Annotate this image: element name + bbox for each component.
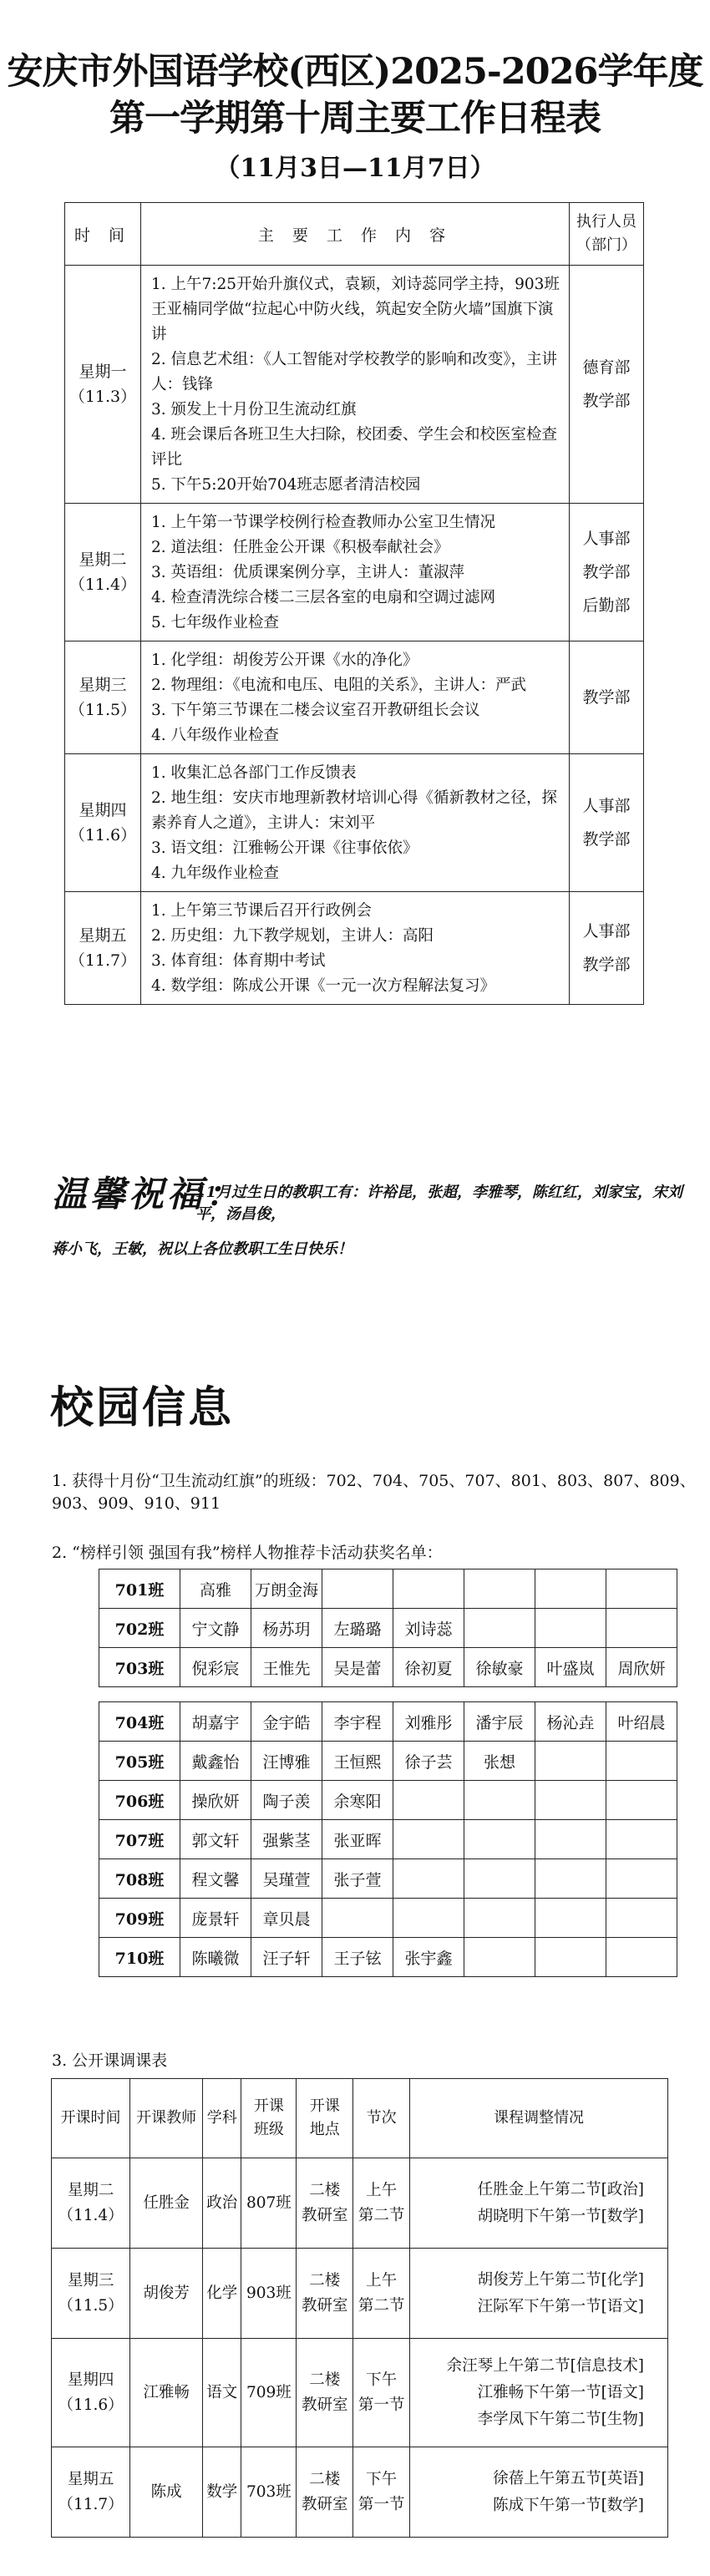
lesson-class: 903班 xyxy=(241,2249,297,2339)
lesson-adjustment-line: 胡晓明下午第一节[数学] xyxy=(477,2207,644,2225)
lesson-adjustment-line: 徐蓓上午第五节[英语] xyxy=(493,2469,644,2487)
task-item: 2. 地生组：安庆市地理新教材培训心得《循新教材之径，探素养育人之道》，主讲人：宋刘平 xyxy=(151,789,558,832)
student-name xyxy=(606,1569,677,1609)
task-item: 4. 检查清洗综合楼二三层各室的电扇和空调过滤网 xyxy=(151,589,496,606)
lesson-time-line: （11.7） xyxy=(58,2495,124,2513)
student-name: 刘诗蕊 xyxy=(393,1609,464,1648)
student-name: 操欣妍 xyxy=(180,1781,251,1820)
lesson-adjustment-line: 胡俊芳上午第二节[化学] xyxy=(477,2270,644,2289)
student-name: 强紫茎 xyxy=(251,1820,322,1859)
lesson-header-cell xyxy=(410,2079,668,2158)
student-name: 徐初夏 xyxy=(393,1648,464,1687)
lesson-time xyxy=(52,2339,130,2447)
student-name xyxy=(606,1820,677,1859)
lesson-time-line: （11.6） xyxy=(58,2396,124,2414)
student-name: 庞景轩 xyxy=(180,1899,251,1938)
task-item: 4. 八年级作业检查 xyxy=(151,727,280,744)
student-name: 宁文静 xyxy=(180,1609,251,1648)
lesson-period xyxy=(353,2158,410,2249)
task-item: 5. 下午5:20开始704班志愿者清洁校园 xyxy=(151,476,421,494)
class-name: 701班 xyxy=(99,1569,180,1609)
lesson-subject: 语文 xyxy=(203,2339,241,2447)
student-name xyxy=(393,1781,464,1820)
tasks-cell xyxy=(141,504,570,641)
lesson-period-line: 第一节 xyxy=(358,2495,405,2513)
day-name: 星期二 xyxy=(79,550,127,569)
dept-cell xyxy=(570,266,644,504)
student-name: 张亚晖 xyxy=(322,1820,393,1859)
lesson-header-text: 开课 xyxy=(309,2097,340,2115)
lesson-period-line: 上午 xyxy=(366,2271,398,2289)
day-date: （11.3） xyxy=(68,388,137,406)
title-line-1: 安庆市外国语学校(西区)2025-2026学年度 xyxy=(7,51,703,93)
task-item: 4. 数学组：陈成公开课《一元一次方程解法复习》 xyxy=(151,977,496,995)
task-item: 2. 物理组：《电流和电压、电阻的关系》，主讲人：严武 xyxy=(151,677,527,694)
student-name xyxy=(606,1742,677,1781)
student-name: 陈曦微 xyxy=(180,1938,251,1977)
dept-name: 人事部 xyxy=(582,797,631,815)
schedule-row xyxy=(65,754,644,892)
student-name: 万朗金海 xyxy=(251,1569,322,1609)
lesson-adjustment-line: 余汪琴上午第二节[信息技术] xyxy=(446,2356,644,2375)
task-item: 3. 下午第三节课在二楼会议室召开教研组长会议 xyxy=(151,702,480,719)
lesson-class: 807班 xyxy=(241,2158,297,2249)
lesson-period-line: 第二节 xyxy=(358,2206,405,2224)
class-name: 702班 xyxy=(99,1609,180,1648)
class-name: 704班 xyxy=(99,1702,180,1742)
student-name: 李宇程 xyxy=(322,1702,393,1742)
lesson-swap-table xyxy=(51,2078,668,2538)
lesson-header-text: 开课时间 xyxy=(60,2109,121,2127)
lesson-adjustment xyxy=(410,2249,668,2339)
header-exec-line: 执行人员 xyxy=(576,213,636,231)
lesson-adjustment-line: 汪际军下午第一节[语文] xyxy=(477,2297,644,2315)
day-name: 星期三 xyxy=(79,676,127,694)
tasks-cell xyxy=(141,266,570,504)
lesson-place-line: 二楼 xyxy=(309,2470,341,2488)
task-item: 1. 收集汇总各部门工作反馈表 xyxy=(151,764,357,782)
birthday-wishes-title: 温馨祝福： xyxy=(52,1174,245,1214)
award-row xyxy=(99,1742,677,1781)
lesson-header-text: 学科 xyxy=(206,2109,237,2127)
day-cell xyxy=(65,504,141,641)
task-item: 1. 化学组：胡俊芳公开课《水的净化》 xyxy=(151,652,418,669)
header-exec-line: （部门） xyxy=(576,236,636,254)
class-name: 706班 xyxy=(99,1781,180,1820)
day-date: （11.7） xyxy=(68,951,137,970)
day-cell xyxy=(65,266,141,504)
lesson-teacher: 任胜金 xyxy=(130,2158,203,2249)
student-name: 叶盛岚 xyxy=(535,1648,606,1687)
award-row xyxy=(99,1781,677,1820)
lesson-place xyxy=(297,2249,353,2339)
lesson-period-line: 第二节 xyxy=(358,2296,405,2315)
award-row xyxy=(99,1938,677,1977)
student-name xyxy=(535,1742,606,1781)
student-name xyxy=(464,1569,535,1609)
lesson-adjustment xyxy=(410,2339,668,2447)
award-table-grade7-b xyxy=(99,1701,677,1977)
lesson-header-cell xyxy=(203,2079,241,2158)
header-exec xyxy=(570,203,644,266)
lesson-subject: 政治 xyxy=(203,2158,241,2249)
lesson-adjustment-line: 江雅畅下午第一节[语文] xyxy=(477,2383,644,2401)
award-row xyxy=(99,1648,677,1687)
tasks-cell xyxy=(141,892,570,1005)
dept-name: 人事部 xyxy=(582,922,631,941)
schedule-row xyxy=(65,892,644,1005)
student-name: 倪彩宸 xyxy=(180,1648,251,1687)
student-name: 郭文轩 xyxy=(180,1820,251,1859)
student-name: 陶子羡 xyxy=(251,1781,322,1820)
lesson-place-line: 教研室 xyxy=(302,2206,348,2224)
student-name xyxy=(393,1859,464,1899)
student-name: 余寒阳 xyxy=(322,1781,393,1820)
student-name: 章贝晨 xyxy=(251,1899,322,1938)
lesson-subject: 数学 xyxy=(203,2447,241,2538)
day-date: （11.4） xyxy=(68,576,137,594)
lesson-class: 703班 xyxy=(241,2447,297,2538)
class-name: 710班 xyxy=(99,1938,180,1977)
student-name: 周欣妍 xyxy=(606,1648,677,1687)
student-name: 徐子芸 xyxy=(393,1742,464,1781)
student-name xyxy=(322,1899,393,1938)
student-name xyxy=(464,1609,535,1648)
class-name: 709班 xyxy=(99,1899,180,1938)
student-name: 汪子轩 xyxy=(251,1938,322,1977)
student-name: 王子铉 xyxy=(322,1938,393,1977)
lesson-teacher: 胡俊芳 xyxy=(130,2249,203,2339)
student-name xyxy=(393,1820,464,1859)
student-name: 叶绍晨 xyxy=(606,1702,677,1742)
task-item: 5. 七年级作业检查 xyxy=(151,614,280,631)
student-name xyxy=(606,1938,677,1977)
student-name: 程文馨 xyxy=(180,1859,251,1899)
lesson-adjustment-line: 李学凤下午第二节[生物] xyxy=(477,2410,644,2428)
task-item: 2. 信息艺术组：《人工智能对学校教学的影响和改变》，主讲人：钱锋 xyxy=(151,351,558,393)
student-name: 戴鑫怡 xyxy=(180,1742,251,1781)
hygiene-flag-note: 1. 获得十月份“卫生流动红旗”的班级：702、704、705、707、801、803、807、809、903、909、910、911 xyxy=(52,1472,696,1513)
student-name xyxy=(464,1938,535,1977)
header-content: 主 要 工 作 内 容 xyxy=(141,203,570,266)
lesson-adjustment-line: 陈成下午第一节[数学] xyxy=(493,2496,644,2514)
lesson-place xyxy=(297,2447,353,2538)
lesson-header-cell xyxy=(130,2079,203,2158)
task-item: 3. 体育组：体育期中考试 xyxy=(151,952,326,970)
student-name xyxy=(606,1899,677,1938)
student-name xyxy=(535,1820,606,1859)
student-name xyxy=(535,1781,606,1820)
student-name: 王惟先 xyxy=(251,1648,322,1687)
lesson-time xyxy=(52,2158,130,2249)
weekly-schedule-table xyxy=(64,202,644,1005)
student-name: 金宇皓 xyxy=(251,1702,322,1742)
award-row xyxy=(99,1859,677,1899)
lesson-adjustment xyxy=(410,2158,668,2249)
lesson-place-line: 二楼 xyxy=(309,2271,341,2289)
birthday-wishes-line: 11月过生日的教职工有：许裕昆，张超，李雅琴，陈红红，刘家宝，宋刘平，汤昌俊， xyxy=(195,1184,683,1223)
task-item: 1. 上午7:25开始升旗仪式，袁颖，刘诗蕊同学主持，903班王亚楠同学做“拉起心中防火线，筑起安全防火墙”国旗下演讲 xyxy=(151,276,560,343)
student-name: 杨苏玥 xyxy=(251,1609,322,1648)
student-name xyxy=(606,1609,677,1648)
schedule-header-row xyxy=(65,203,644,266)
dept-cell xyxy=(570,754,644,892)
schedule-row xyxy=(65,641,644,754)
lesson-header-cell xyxy=(52,2079,130,2158)
student-name: 杨沁垚 xyxy=(535,1702,606,1742)
day-date: （11.6） xyxy=(68,826,137,844)
lesson-period xyxy=(353,2339,410,2447)
dept-name: 人事部 xyxy=(582,530,631,548)
student-name xyxy=(606,1859,677,1899)
class-name: 703班 xyxy=(99,1648,180,1687)
student-name: 吴瑾萱 xyxy=(251,1859,322,1899)
task-item: 3. 英语组：优质课案例分享，主讲人：董淑萍 xyxy=(151,564,465,581)
dept-name: 教学部 xyxy=(582,688,631,707)
tasks-cell xyxy=(141,754,570,892)
student-name: 刘雅彤 xyxy=(393,1702,464,1742)
title-line-2: 第一学期第十周主要工作日程表 xyxy=(109,98,601,139)
lesson-swap-note: 3. 公开课调课表 xyxy=(52,2051,168,2070)
lesson-time-line: （11.5） xyxy=(58,2296,124,2315)
student-name: 王恒熙 xyxy=(322,1742,393,1781)
student-name xyxy=(464,1820,535,1859)
lesson-row xyxy=(52,2447,668,2538)
lesson-place xyxy=(297,2339,353,2447)
award-row xyxy=(99,1609,677,1648)
class-name: 708班 xyxy=(99,1859,180,1899)
student-name: 高雅 xyxy=(180,1569,251,1609)
student-name xyxy=(535,1899,606,1938)
student-name xyxy=(393,1569,464,1609)
lesson-row xyxy=(52,2339,668,2447)
day-cell xyxy=(65,641,141,754)
task-item: 2. 历史组：九下教学规划，主讲人：高阳 xyxy=(151,927,434,945)
student-name xyxy=(535,1938,606,1977)
lesson-place-line: 二楼 xyxy=(309,2181,341,2199)
lesson-adjustment-line: 任胜金上午第二节[政治] xyxy=(477,2180,644,2198)
lesson-time-line: 星期三 xyxy=(67,2271,114,2289)
student-name xyxy=(393,1899,464,1938)
student-name: 汪博雅 xyxy=(251,1742,322,1781)
student-name: 徐敏豪 xyxy=(464,1648,535,1687)
student-name xyxy=(535,1569,606,1609)
student-name xyxy=(464,1899,535,1938)
date-range: （11月3日—11月7日） xyxy=(215,154,495,183)
lesson-place xyxy=(297,2158,353,2249)
student-name xyxy=(322,1569,393,1609)
lesson-time xyxy=(52,2447,130,2538)
task-item: 4. 九年级作业检查 xyxy=(151,865,280,882)
lesson-teacher: 陈成 xyxy=(130,2447,203,2538)
task-item: 4. 班会课后各班卫生大扫除，校团委、学生会和校医室检查评比 xyxy=(151,426,558,469)
lesson-time-line: 星期五 xyxy=(67,2470,114,2488)
day-name: 星期一 xyxy=(79,363,127,381)
lesson-period xyxy=(353,2249,410,2339)
day-date: （11.5） xyxy=(68,701,137,719)
award-row xyxy=(99,1569,677,1609)
dept-name: 教学部 xyxy=(582,392,631,410)
dept-cell xyxy=(570,892,644,1005)
lesson-header-text: 地点 xyxy=(309,2121,340,2138)
lesson-header-text: 节次 xyxy=(366,2109,397,2127)
dept-cell xyxy=(570,641,644,754)
lesson-period-line: 上午 xyxy=(366,2181,398,2199)
lesson-header-text: 课程调整情况 xyxy=(494,2109,585,2127)
award-row xyxy=(99,1702,677,1742)
student-name: 潘宇辰 xyxy=(464,1702,535,1742)
dept-cell xyxy=(570,504,644,641)
lesson-adjustment xyxy=(410,2447,668,2538)
award-table-grade7-a xyxy=(99,1569,677,1687)
dept-name: 教学部 xyxy=(582,956,631,974)
task-item: 2. 道法组：任胜金公开课《积极奉献社会》 xyxy=(151,539,449,556)
lesson-place-line: 二楼 xyxy=(309,2371,341,2389)
schedule-row xyxy=(65,266,644,504)
student-name: 张想 xyxy=(464,1742,535,1781)
tasks-cell xyxy=(141,641,570,754)
schedule-row xyxy=(65,504,644,641)
student-name xyxy=(464,1859,535,1899)
lesson-header-text: 班级 xyxy=(253,2121,284,2138)
campus-info-title: 校园信息 xyxy=(50,1382,235,1433)
lesson-time-line: 星期二 xyxy=(67,2181,114,2199)
lesson-period-line: 下午 xyxy=(366,2371,398,2389)
dept-name: 后勤部 xyxy=(582,596,631,615)
lesson-row xyxy=(52,2249,668,2339)
lesson-header-cell xyxy=(297,2079,353,2158)
task-item: 3. 颁发上十月份卫生流动红旗 xyxy=(151,401,357,418)
lesson-time-line: （11.4） xyxy=(58,2206,124,2224)
day-cell xyxy=(65,892,141,1005)
student-name: 张子萱 xyxy=(322,1859,393,1899)
lesson-place-line: 教研室 xyxy=(302,2396,348,2414)
student-name xyxy=(606,1781,677,1820)
lesson-header-cell xyxy=(353,2079,410,2158)
class-name: 705班 xyxy=(99,1742,180,1781)
day-cell xyxy=(65,754,141,892)
lesson-period xyxy=(353,2447,410,2538)
class-name: 707班 xyxy=(99,1820,180,1859)
day-name: 星期四 xyxy=(79,801,127,819)
lesson-header-text: 开课教师 xyxy=(136,2109,197,2127)
award-row xyxy=(99,1820,677,1859)
lesson-teacher: 江雅畅 xyxy=(130,2339,203,2447)
lesson-header-row xyxy=(52,2079,668,2158)
task-item: 3. 语文组：江雅畅公开课《往事依依》 xyxy=(151,839,418,857)
student-name xyxy=(464,1781,535,1820)
header-time: 时 间 xyxy=(65,203,141,266)
lesson-row xyxy=(52,2158,668,2249)
role-model-award-note: 2. “榜样引领 强国有我”榜样人物推荐卡活动获奖名单： xyxy=(52,1544,443,1562)
lesson-period-line: 第一节 xyxy=(358,2396,405,2414)
student-name: 张宇鑫 xyxy=(393,1938,464,1977)
dept-name: 教学部 xyxy=(582,830,631,849)
lesson-time xyxy=(52,2249,130,2339)
lesson-header-text: 开课 xyxy=(253,2097,284,2115)
lesson-header-cell xyxy=(241,2079,297,2158)
lesson-subject: 化学 xyxy=(203,2249,241,2339)
lesson-class: 709班 xyxy=(241,2339,297,2447)
student-name xyxy=(535,1609,606,1648)
award-row xyxy=(99,1899,677,1938)
dept-name: 德育部 xyxy=(582,358,631,377)
task-item: 1. 上午第一节课学校例行检查教师办公室卫生情况 xyxy=(151,514,496,531)
lesson-time-line: 星期四 xyxy=(67,2371,114,2389)
student-name: 胡嘉宇 xyxy=(180,1702,251,1742)
birthday-wishes-line: 蒋小飞，王敏，祝以上各位教职工生日快乐！ xyxy=(52,1240,352,1258)
student-name: 吴是蕾 xyxy=(322,1648,393,1687)
lesson-place-line: 教研室 xyxy=(302,2296,348,2315)
student-name: 左璐璐 xyxy=(322,1609,393,1648)
student-name xyxy=(535,1859,606,1899)
lesson-place-line: 教研室 xyxy=(302,2495,348,2513)
day-name: 星期五 xyxy=(79,926,127,945)
lesson-period-line: 下午 xyxy=(366,2470,398,2488)
dept-name: 教学部 xyxy=(582,563,631,581)
task-item: 1. 上午第三节课后召开行政例会 xyxy=(151,902,373,920)
